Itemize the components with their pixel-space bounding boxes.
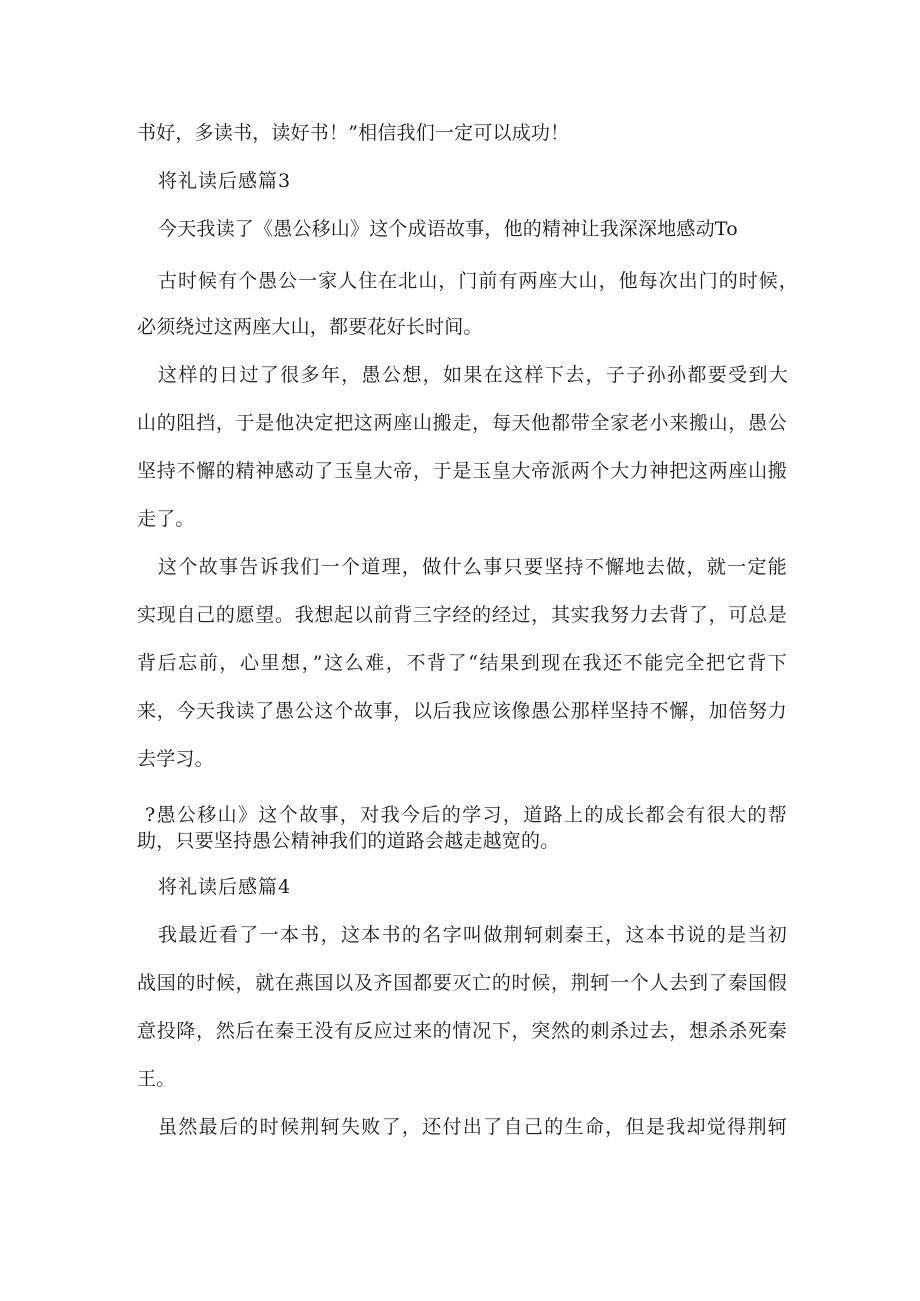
paragraph-line: 王。 (137, 1068, 176, 1090)
paragraph-line: 实现自己的愿望。我想起以前背三字经的经过，其实我努力去背了，可总是 (137, 604, 787, 626)
paragraph-line: 虽然最后的时候荆轲失败了，还付出了自己的生命，但是我却觉得荆轲 (158, 1116, 787, 1138)
paragraph-line: ?愚公移山》这个故事，对我今后的学习，道路上的成长都会有很大的帮 (145, 804, 787, 826)
paragraph-line: 来，今天我读了愚公这个故事，以后我应该像愚公那样坚持不懈，加倍努力 (137, 700, 787, 722)
paragraph-line: 这样的日过了很多年，愚公想，如果在这样下去，子子孙孙都要受到大 (158, 364, 788, 386)
paragraph-line: 我最近看了一本书，这本书的名字叫做荆轲刺秦王，这本书说的是当初 (158, 924, 787, 946)
paragraph-line: 战国的时候，就在燕国以及齐国都要灭亡的时候，荆轲一个人去到了秦国假 (137, 972, 787, 994)
section-heading: 将礼读后感篇3 (158, 170, 292, 192)
paragraph-line: 背后忘前，心里想，”这么难，不背了“结果到现在我还不能完全把它背下 (137, 652, 787, 674)
paragraph-line: 这个故事告诉我们一个道理，做什么事只要坚持不懈地去做，就一定能 (158, 556, 787, 578)
paragraph-line: 古时候有个愚公一家人住在北山，门前有两座大山，他每次出门的时候， (158, 270, 798, 292)
paragraph-line: 意投降，然后在秦王没有反应过来的情况下，突然的刺杀过去，想杀杀死秦 (137, 1020, 787, 1042)
paragraph-line: 今天我读了《愚公移山》这个成语故事，他的精神让我深深地感动To (158, 218, 738, 240)
paragraph-line: 助，只要坚持愚公精神我们的道路会越走越宽的。 (137, 830, 560, 852)
paragraph-line: 去学习。 (137, 748, 214, 770)
paragraph-line: 必须绕过这两座大山，都要花好长时间。 (137, 316, 483, 338)
paragraph-line: 山的阻挡，于是他决定把这两座山搬走，每天他都带全家老小来搬山，愚公 (137, 412, 787, 434)
paragraph-line: 坚持不懈的精神感动了玉皇大帝，于是玉皇大帝派两个大力神把这两座山搬 (137, 460, 787, 482)
paragraph-line: 书好，多读书，读好书！”相信我们一定可以成功！ (137, 122, 570, 144)
section-heading: 将礼读后感篇4 (158, 876, 292, 898)
paragraph-line: 走了。 (137, 508, 195, 530)
